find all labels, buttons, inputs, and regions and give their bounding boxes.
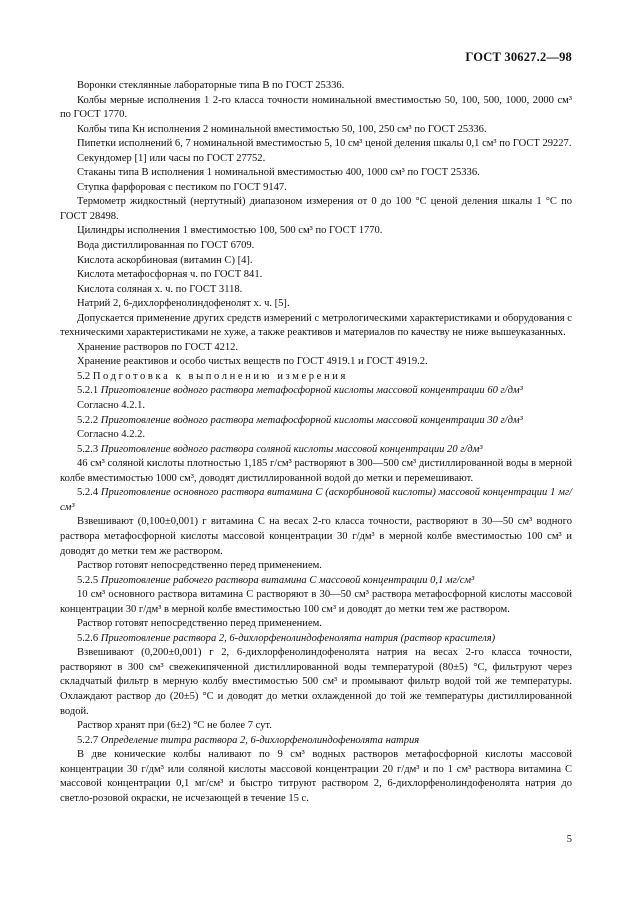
paragraph: 10 см³ основного раствора витамина С растворяют в 30—50 см³ раствора метафосфорной кислоты массовой концентрации 30 г/дм³ в мерной колбе вместимостью 100 см³ и доводят до метки тем же раствором. — [60, 589, 572, 615]
paragraph: Допускается применение других средств измерений с метрологическими характеристиками и оборудования с техническими характеристиками не хуже, а также реактивов и материалов по качеству не ниже вышеуказанных. — [60, 312, 572, 339]
subsection-title: Приготовление рабочего раствора витамина С массовой концентрации 0,1 мг/см³ — [100, 574, 475, 586]
subsection-title: Приготовление водного раствора соляной кислоты массовой концентрации 20 г/дм³ — [100, 443, 483, 455]
paragraph: Раствор готовят непосредственно перед применением. — [77, 560, 322, 572]
subsection-title: Приготовление раствора 2, 6-дихлорфенолиндофенолята натрия (раствор красителя) — [100, 632, 496, 644]
section-heading — [60, 414, 572, 429]
subsection-title: Приготовление основного раствора витамина С (аскорбиновой кислоты) массовой концентрации 1 мг/см³ — [60, 487, 572, 513]
section-heading — [60, 384, 572, 399]
section-number: 5.2.6 — [77, 632, 99, 644]
section-number: 5.2.3 — [77, 443, 99, 455]
paragraph: Воронки стеклянные лабораторные типа В по ГОСТ 25336. — [77, 80, 345, 91]
paragraph: Ступка фарфоровая с пестиком по ГОСТ 9147. — [77, 181, 287, 193]
section-heading — [60, 632, 572, 647]
paragraph: Хранение реактивов и особо чистых веществ по ГОСТ 4919.1 и ГОСТ 4919.2. — [77, 356, 428, 368]
section-heading — [60, 370, 572, 385]
paragraph: Термометр жидкостный (нертутный) диапазоном измерения от 0 до 100 °С ценой деления шкалы 1 °С по ГОСТ 28498. — [60, 196, 572, 222]
paragraph: Согласно 4.2.1. — [77, 400, 146, 412]
paragraph: 46 см³ соляной кислоты плотностью 1,185 г/см³ растворяют в 300—500 см³ дистиллированной воды в мерной колбе вместимостью 1000 см³, доводят дистиллированной водой до метки и перемешивают. — [60, 458, 572, 484]
paragraph: Хранение растворов по ГОСТ 4212. — [77, 341, 239, 353]
paragraph: Раствор готовят непосредственно перед применением. — [77, 618, 322, 630]
paragraph: Согласно 4.2.2. — [77, 429, 146, 441]
section-number: 5.2.4 — [77, 487, 99, 499]
page-number: 5 — [566, 834, 572, 845]
section-heading — [60, 574, 572, 589]
subsection-title: Приготовление водного раствора метафосфорной кислоты массовой концентрации 30 г/дм³ — [100, 414, 523, 426]
section-number: 5.2.2 — [77, 414, 99, 426]
paragraph: В две конические колбы наливают по 9 см³ водных растворов метафосфорной кислоты массовой концентрации 30 г/дм³ или соляной кислоты массовой концентрации 20 г/дм³ и по 1 см³ раствора витамина С массовой концентрации 0,1 мг/см³ и быстро титруют раствором 2, 6-дихлорфенолиндофенолята натрия до светло-розовой окраски, не исчезающей в течение 15 с. — [60, 749, 572, 804]
paragraph: Раствор хранят при (6±2) °С не более 7 сут. — [77, 720, 272, 732]
paragraph: Кислота аскорбиновая (витамин С) [4]. — [77, 254, 253, 266]
section-number: 5.2.5 — [77, 574, 99, 586]
section-title: Подготовка к выполнению измерения — [92, 370, 348, 382]
paragraph: Колбы мерные исполнения 1 2-го класса точности номинальной вместимостью 50, 100, 500, 1000, 2000 см³ по ГОСТ 1770. — [60, 94, 572, 121]
paragraph: Взвешивают (0,200±0,001) г 2, 6-дихлорфенолиндофенолята натрия на весах 2-го класса точности, растворяют в 300 см³ свежекипяченной дистиллированной воды температурой (80±5) °С, фильтруют через складчатый фильтр в мерную колбу вместимостью 500 см³ и промывают фильтр водой той же температуры. Охлаждают раствор до (20±5) °С и доводят до метки охлажденной до той же температуры дистиллированной водой. — [60, 647, 572, 717]
paragraph: Вода дистиллированная по ГОСТ 6709. — [77, 240, 255, 252]
paragraph: Натрий 2, 6-дихлорфенолиндофенолят х. ч. [5]. — [77, 298, 290, 310]
paragraph: Пипетки исполнений 6, 7 номинальной вместимостью 5, 10 см³ ценой деления шкалы 0,1 см³ по ГОСТ 29227. — [77, 138, 572, 150]
paragraph: Стаканы типа В исполнения 1 номинальной вместимостью 400, 1000 см³ по ГОСТ 25336. — [77, 167, 480, 179]
paragraph: Цилиндры исполнения 1 вместимостью 100, 500 см³ по ГОСТ 1770. — [77, 225, 383, 237]
paragraph: Кислота метафосфорная ч. по ГОСТ 841. — [77, 269, 263, 281]
paragraph: Секундомер [1] или часы по ГОСТ 27752. — [77, 152, 266, 164]
section-number: 5.2 — [77, 370, 91, 382]
standard-header: ГОСТ 30627.2—98 — [465, 50, 572, 64]
section-heading — [60, 486, 572, 515]
paragraph: Взвешивают (0,100±0,001) г витамина С на весах 2-го класса точности, растворяют в 30—50 см³ водного раствора метафосфорной кислоты массовой концентрации 30 г/дм³ в мерной колбе вместимостью 100 см³ и доводят до метки тем же раствором. — [60, 516, 572, 557]
subsection-title: Приготовление водного раствора метафосфорной кислоты массовой концентрации 60 г/дм³ — [100, 385, 523, 397]
paragraph: Колбы типа Кн исполнения 2 номинальной вместимостью 50, 100, 250 см³ по ГОСТ 25336. — [77, 123, 487, 135]
section-number: 5.2.7 — [77, 734, 99, 746]
section-heading — [60, 734, 572, 749]
paragraph: Кислота соляная х. ч. по ГОСТ 3118. — [77, 283, 243, 295]
section-heading — [60, 443, 572, 458]
document-body — [60, 79, 572, 806]
section-number: 5.2.1 — [77, 385, 99, 397]
subsection-title: Определение титра раствора 2, 6-дихлорфенолиндофенолята натрия — [100, 734, 420, 746]
